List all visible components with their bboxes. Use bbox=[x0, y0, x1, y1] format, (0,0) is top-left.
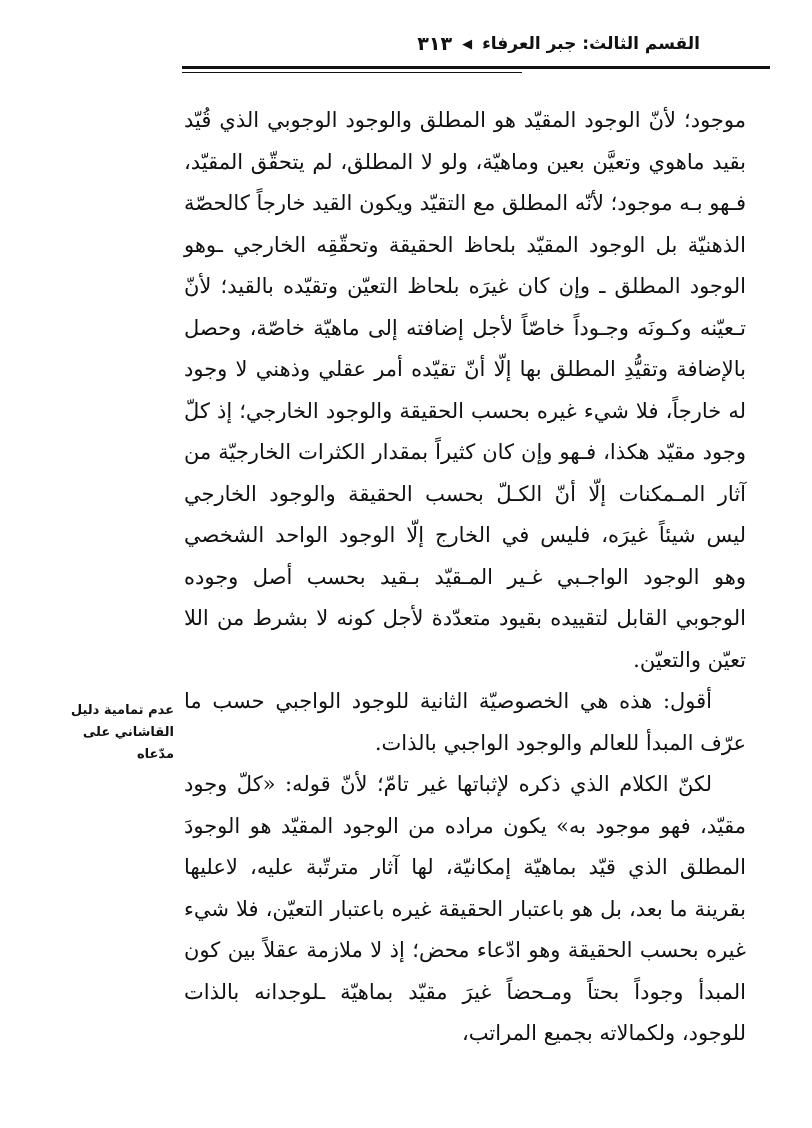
paragraph-3: لكنّ الكلام الذي ذكره لإثباتها غير تامّ؛ لأنّ قوله: «كلّ وجود مقيّد، فهو موجود به» يكون مراده من الوجود المقيّد هو الوجودَ المطلق الذي قيّد بماهيّة إمكانيّة، لها آثار مترتّبة عليه، لاعليها بقرينة ما بعد، بل هو باعتبار الحقيقة غيره باعتبار التعيّن، فلا شيء غيره بحسب الحقيقة وهو ادّعاء محض؛ إذ لا ملازمة عقلاً بين كون المبدأ وجوداً بحتاً ومـحضاً غيرَ مقيّد بماهيّة ـلوجدانه بالذات للوجود، ولكمالاته بجميع المراتب، bbox=[184, 772, 746, 1045]
paragraph-1: موجود؛ لأنّ الوجود المقيّد هو المطلق والوجود الوجوبي الذي قُيّد بقيد ماهوي وتعيَّن بعين وماهيّة، ولو لا المطلق، لم يتحقّق المقيّد، فـهو بـه موجود؛ لأنّه المطلق مع التقيّد ويكون القيد خارجاً كالحصّة الذهنيّة بل الوجود المقيّد بلحاظ الحقيقة وتحقّقِه الخارجي ـوهو الوجود المطلق ـ وإن كان غيرَه بلحاظ التعيّن وتقيّده بالقيد؛ لأنّ تـعيّنه وكـونَه وجـوداً خاصّاً لأجل إضافته إلى ماهيّة خاصّة، وحصل بالإضافة وتقيُّدِ المطلق بها إلّا أنّ تقيّده أمر عقلي وذهني لا وجود له خارجاً، فلا شيء غيره بحسب الحقيقة والوجود الخارجي؛ إذ كلّ وجود مقيّد هكذا، فـهو وإن كان كثيراً بمقدار الكثرات الخارجيّة من آثار المـمكنات إلّا أنّ الكـلّ بحسب الحقيقة والوجود الخارجي ليس شيئاً غيرَه، فليس في الخارج إلّا الوجود الواحد الشخصي وهو الوجود الواجـبي غـير المـقيّد بـقيد بحسب أصل وجوده الوجوبي القابل لتقييده بقيود متعدّدة لأجل كونه لا بشرط من اللا تعيّن والتعيّن. bbox=[184, 108, 746, 672]
running-title: القسم الثالث: جبر العرفاء bbox=[482, 34, 700, 54]
body-text bbox=[184, 100, 746, 1055]
header-rule-thin bbox=[182, 72, 522, 73]
paragraph-2: أقول: هذه هي الخصوصيّة الثانية للوجود الواجبي حسب ما عرّف المبدأ للعالم والوجود الواجبي بالذات. bbox=[184, 689, 746, 755]
header-rule-thick bbox=[182, 66, 770, 69]
margin-note: عدم تمامية دليل القاشاني على مدّعاه bbox=[70, 703, 174, 762]
arrow-left-icon: ◀ bbox=[462, 36, 473, 52]
page-number: ٣١٣ bbox=[417, 33, 453, 55]
running-header bbox=[180, 30, 700, 58]
